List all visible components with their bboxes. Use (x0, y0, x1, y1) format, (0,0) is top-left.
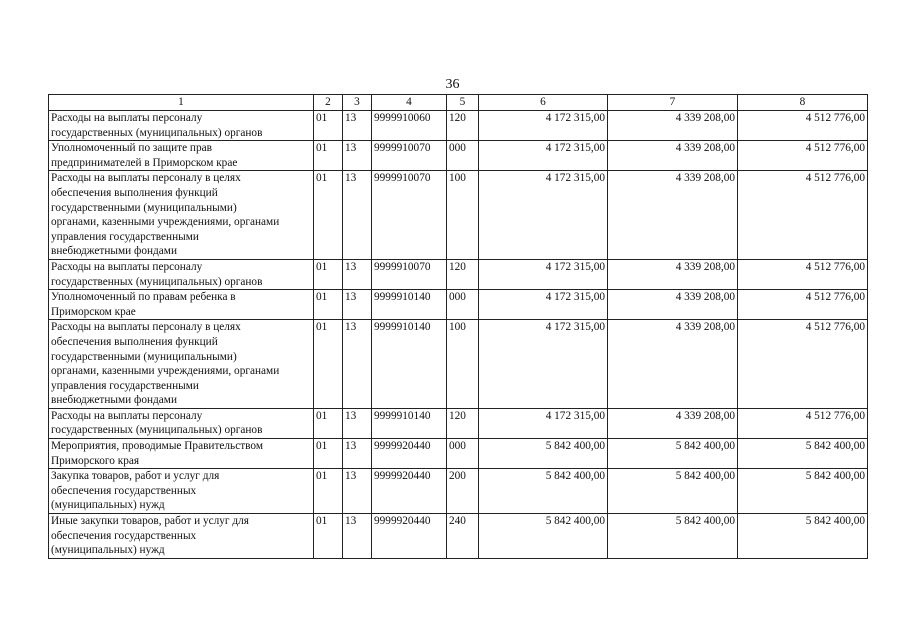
expense-type-code-cell: 000 (447, 439, 479, 469)
target-item-code-cell: 9999910070 (372, 141, 447, 171)
amount-col6-cell: 5 842 400,00 (479, 439, 608, 469)
table-row (49, 141, 868, 171)
amount-col6-cell: 5 842 400,00 (479, 514, 608, 559)
target-item-code-cell: 9999910070 (372, 259, 447, 289)
table-row (49, 469, 868, 514)
target-item-code-cell: 9999920440 (372, 514, 447, 559)
column-header: 6 (479, 95, 608, 111)
expense-name-line: (муниципальных) нужд (51, 544, 165, 557)
column-header: 2 (314, 95, 343, 111)
expense-name-line: Расходы на выплаты персоналу в целях (51, 321, 241, 334)
expense-name-line: органами, казенными учреждениями, органами (51, 216, 280, 229)
amount-col8-cell: 5 842 400,00 (738, 469, 868, 514)
expense-type-code-cell: 120 (447, 111, 479, 141)
amount-col7-cell: 5 842 400,00 (608, 469, 738, 514)
section-code-cell: 01 (314, 439, 343, 469)
amount-col8-cell: 4 512 776,00 (738, 290, 868, 320)
expense-type-code-cell: 000 (447, 141, 479, 171)
expense-name-line: государственных (муниципальных) органов (51, 275, 263, 288)
table-row (49, 514, 868, 559)
section-code-cell: 01 (314, 469, 343, 514)
expense-name-line: (муниципальных) нужд (51, 499, 165, 512)
header-row (49, 95, 868, 111)
amount-col6-cell: 4 172 315,00 (479, 171, 608, 260)
amount-col8-cell: 5 842 400,00 (738, 514, 868, 559)
table-row (49, 290, 868, 320)
amount-col8-cell: 4 512 776,00 (738, 111, 868, 141)
expense-name-line: внебюджетными фондами (51, 245, 177, 258)
expense-name-line: Расходы на выплаты персоналу (51, 112, 203, 124)
expense-type-code-cell: 120 (447, 259, 479, 289)
section-code-cell: 01 (314, 514, 343, 559)
expense-type-code-cell: 100 (447, 320, 479, 409)
table-row (49, 171, 868, 260)
table-row (49, 439, 868, 469)
table-row (49, 111, 868, 141)
column-header: 4 (372, 95, 447, 111)
column-header: 3 (343, 95, 372, 111)
expense-name-line: Уполномоченный по правам ребенка в (51, 291, 236, 304)
subsection-code-cell: 13 (343, 290, 372, 320)
section-code-cell: 01 (314, 408, 343, 438)
expense-name-cell (49, 408, 314, 438)
expense-name-line: управления государственными (51, 379, 199, 392)
subsection-code-cell: 13 (343, 320, 372, 409)
amount-col8-cell: 4 512 776,00 (738, 408, 868, 438)
subsection-code-cell: 13 (343, 469, 372, 514)
amount-col6-cell: 4 172 315,00 (479, 141, 608, 171)
section-code-cell: 01 (314, 290, 343, 320)
target-item-code-cell: 9999920440 (372, 439, 447, 469)
amount-col8-cell: 4 512 776,00 (738, 171, 868, 260)
subsection-code-cell: 13 (343, 514, 372, 559)
expense-type-code-cell: 000 (447, 290, 479, 320)
amount-col7-cell: 4 339 208,00 (608, 171, 738, 260)
expense-name-line: государственных (муниципальных) органов (51, 126, 263, 139)
table-row (49, 408, 868, 438)
subsection-code-cell: 13 (343, 259, 372, 289)
expense-name-line: Приморском крае (51, 305, 136, 318)
subsection-code-cell: 13 (343, 408, 372, 438)
expense-name-line: Уполномоченный по защите прав (51, 142, 212, 155)
amount-col7-cell: 4 339 208,00 (608, 320, 738, 409)
expense-type-code-cell: 100 (447, 171, 479, 260)
expense-name-cell (49, 111, 314, 141)
amount-col6-cell: 4 172 315,00 (479, 290, 608, 320)
target-item-code-cell: 9999910070 (372, 171, 447, 260)
subsection-code-cell: 13 (343, 111, 372, 141)
amount-col8-cell: 4 512 776,00 (738, 320, 868, 409)
amount-col6-cell: 5 842 400,00 (479, 469, 608, 514)
expense-name-line: Иные закупки товаров, работ и услуг для (51, 515, 249, 528)
amount-col7-cell: 4 339 208,00 (608, 259, 738, 289)
target-item-code-cell: 9999920440 (372, 469, 447, 514)
target-item-code-cell: 9999910140 (372, 408, 447, 438)
expense-name-line: Расходы на выплаты персоналу в целях (51, 172, 241, 185)
amount-col7-cell: 4 339 208,00 (608, 408, 738, 438)
section-code-cell: 01 (314, 141, 343, 171)
amount-col6-cell: 4 172 315,00 (479, 408, 608, 438)
expense-name-line: государственными (муниципальными) (51, 350, 237, 363)
expense-name-cell (49, 469, 314, 514)
expense-name-cell (49, 290, 314, 320)
subsection-code-cell: 13 (343, 141, 372, 171)
column-header: 5 (447, 95, 479, 111)
expense-name-line: предпринимателей в Приморском крае (51, 156, 238, 169)
expense-name-line: Приморского края (51, 454, 140, 467)
expense-name-cell (49, 439, 314, 469)
amount-col6-cell: 4 172 315,00 (479, 259, 608, 289)
table-body (49, 111, 868, 559)
target-item-code-cell: 9999910140 (372, 290, 447, 320)
expense-name-line: Мероприятия, проводимые Правительством (51, 440, 263, 453)
section-code-cell: 01 (314, 320, 343, 409)
column-header: 7 (608, 95, 738, 111)
expense-name-line: органами, казенными учреждениями, органами (51, 365, 280, 378)
page-number: 36 (445, 77, 460, 92)
section-code-cell: 01 (314, 111, 343, 141)
amount-col6-cell: 4 172 315,00 (479, 111, 608, 141)
section-code-cell: 01 (314, 259, 343, 289)
expense-name-line: обеспечения государственных (51, 484, 197, 497)
expense-type-code-cell: 240 (447, 514, 479, 559)
expense-name-line: обеспечения выполнения функций (51, 186, 218, 199)
column-header: 1 (49, 95, 314, 111)
section-code-cell: 01 (314, 171, 343, 260)
expense-name-cell (49, 259, 314, 289)
table-row (49, 259, 868, 289)
expense-name-line: обеспечения государственных (51, 529, 197, 542)
expense-name-line: государственных (муниципальных) органов (51, 424, 263, 437)
expense-name-cell (49, 320, 314, 409)
budget-table (48, 94, 868, 559)
amount-col8-cell: 5 842 400,00 (738, 439, 868, 469)
amount-col7-cell: 4 339 208,00 (608, 290, 738, 320)
amount-col8-cell: 4 512 776,00 (738, 259, 868, 289)
expense-type-code-cell: 200 (447, 469, 479, 514)
amount-col7-cell: 5 842 400,00 (608, 514, 738, 559)
amount-col7-cell: 5 842 400,00 (608, 439, 738, 469)
expense-name-line: Расходы на выплаты персоналу (51, 260, 203, 273)
amount-col8-cell: 4 512 776,00 (738, 141, 868, 171)
expense-name-cell (49, 171, 314, 260)
target-item-code-cell: 9999910140 (372, 320, 447, 409)
target-item-code-cell: 9999910060 (372, 111, 447, 141)
expense-name-line: Закупка товаров, работ и услуг для (51, 470, 220, 483)
expense-name-line: государственными (муниципальными) (51, 201, 237, 214)
expense-name-line: внебюджетными фондами (51, 394, 177, 407)
expense-name-line: обеспечения выполнения функций (51, 335, 218, 348)
expense-type-code-cell: 120 (447, 408, 479, 438)
expense-name-line: управления государственными (51, 230, 199, 243)
column-header: 8 (738, 95, 868, 111)
subsection-code-cell: 13 (343, 171, 372, 260)
expense-name-line: Расходы на выплаты персоналу (51, 409, 203, 422)
amount-col7-cell: 4 339 208,00 (608, 111, 738, 141)
table-row (49, 320, 868, 409)
amount-col6-cell: 4 172 315,00 (479, 320, 608, 409)
amount-col7-cell: 4 339 208,00 (608, 141, 738, 171)
subsection-code-cell: 13 (343, 439, 372, 469)
expense-name-cell (49, 514, 314, 559)
expense-name-cell (49, 141, 314, 171)
